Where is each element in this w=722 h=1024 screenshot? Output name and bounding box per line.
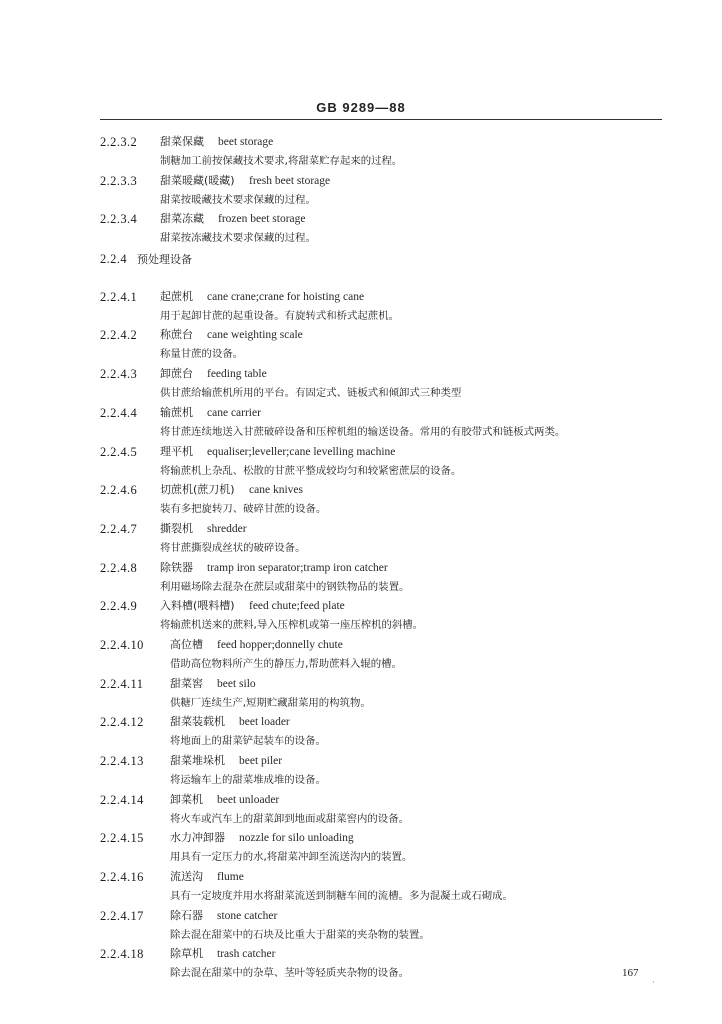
term-entry bbox=[0, 327, 722, 366]
english-term: beet piler bbox=[239, 755, 283, 767]
entry-number: 2.2.4.1 bbox=[100, 289, 138, 304]
english-term: trash catcher bbox=[217, 948, 276, 961]
chinese-term: 撕裂机 bbox=[160, 521, 193, 535]
english-term: feed hopper;donnelly chute bbox=[217, 638, 343, 651]
entry-number: 2.2.4.8 bbox=[100, 560, 138, 575]
section-title: 预处理设备 bbox=[137, 253, 192, 267]
entry-number: 2.2.3.2 bbox=[100, 135, 138, 149]
definition: 将输蔗机上杂乱、松散的甘蔗平整成较均匀和较紧密蔗层的设备。 bbox=[160, 464, 462, 477]
english-term: flume bbox=[217, 871, 244, 884]
entry-number: 2.2.3.3 bbox=[100, 173, 138, 188]
term-entry bbox=[0, 869, 722, 908]
term-entry bbox=[0, 676, 722, 715]
entry-number: 2.2.4.14 bbox=[100, 792, 144, 807]
chinese-term: 起蔗机 bbox=[160, 289, 193, 303]
definition: 将运输车上的甜菜堆成堆的设备。 bbox=[170, 774, 326, 786]
chinese-term: 流送沟 bbox=[170, 870, 203, 884]
definition: 将甘蔗撕裂成丝状的破碎设备。 bbox=[160, 541, 306, 554]
chinese-term: 卸菜机 bbox=[170, 792, 203, 806]
english-term: tramp iron separator;tramp iron catcher bbox=[207, 561, 388, 574]
chinese-term: 甜菜保藏 bbox=[160, 135, 204, 148]
term-entry bbox=[0, 211, 722, 250]
entry-number: 2.2.4.16 bbox=[100, 870, 144, 885]
term-entry bbox=[0, 598, 722, 637]
definition: 除去混在甜菜中的杂草、茎叶等轻质夹杂物的设备。 bbox=[170, 967, 409, 980]
entry-number: 2.2.4.3 bbox=[100, 367, 138, 382]
definition: 供甘蔗给输蔗机所用的平台。有固定式、链板式和倾卸式三种类型 bbox=[160, 387, 462, 400]
entry-number: 2.2.4.18 bbox=[100, 947, 144, 962]
definition: 除去混在甜菜中的石块及比重大于甜菜的夹杂物的装置。 bbox=[170, 928, 430, 941]
english-term: stone catcher bbox=[217, 909, 278, 922]
english-term: feeding table bbox=[207, 368, 267, 381]
entry-number: 2.2.4.12 bbox=[100, 715, 144, 730]
definition: 利用磁场除去混杂在蔗层或甜菜中的钢铁物品的装置。 bbox=[160, 580, 410, 593]
english-term: frozen beet storage bbox=[218, 213, 306, 226]
term-entry bbox=[0, 908, 722, 947]
section-heading-entry bbox=[0, 250, 722, 289]
chinese-term: 切蔗机(蔗刀机) bbox=[160, 483, 235, 497]
term-entry bbox=[0, 560, 722, 599]
term-entry bbox=[0, 366, 722, 405]
chinese-term: 除石器 bbox=[170, 908, 203, 922]
margin-mark: · bbox=[652, 978, 655, 988]
definition: 装有多把旋转刀、破碎甘蔗的设备。 bbox=[160, 503, 327, 516]
entry-number: 2.2.4.10 bbox=[100, 637, 144, 652]
english-term: nozzle for silo unloading bbox=[239, 832, 354, 845]
definition: 将火车或汽车上的甜菜卸到地面或甜菜窖内的设备。 bbox=[170, 812, 409, 825]
chinese-term: 甜菜窖 bbox=[170, 676, 203, 690]
term-entry bbox=[0, 521, 722, 560]
definition: 将甘蔗连续地送入甘蔗破碎设备和压榨机组的输送设备。常用的有胶带式和链板式两类。 bbox=[160, 425, 566, 438]
term-entry bbox=[0, 714, 722, 753]
entry-number: 2.2.4.9 bbox=[100, 599, 138, 614]
definition: 用于起卸甘蔗的起重设备。有旋转式和桥式起蔗机。 bbox=[160, 309, 399, 322]
term-entry bbox=[0, 637, 722, 676]
chinese-term: 高位槽 bbox=[170, 637, 203, 651]
english-term: fresh beet storage bbox=[249, 174, 331, 187]
term-entry bbox=[0, 946, 722, 985]
chinese-term: 水力冲卸器 bbox=[170, 831, 225, 845]
header-rule bbox=[100, 119, 662, 120]
definition: 制糖加工前按保藏技术要求,将甜菜贮存起来的过程。 bbox=[160, 155, 403, 167]
term-entry bbox=[0, 405, 722, 444]
definition: 甜菜按冻藏技术要求保藏的过程。 bbox=[160, 232, 316, 245]
english-term: feed chute;feed plate bbox=[249, 600, 345, 613]
chinese-term: 理平机 bbox=[160, 444, 193, 458]
section-number: 2.2.4 bbox=[100, 252, 127, 267]
chinese-term: 输蔗机 bbox=[160, 405, 193, 419]
definition: 借助高位物料所产生的静压力,帮助蔗料入辊的槽。 bbox=[170, 657, 402, 670]
term-entries bbox=[0, 134, 722, 985]
chinese-term: 甜菜堆垛机 bbox=[170, 754, 225, 767]
chinese-term: 甜菜冻藏 bbox=[160, 212, 204, 226]
english-term: beet loader bbox=[239, 716, 290, 729]
term-entry bbox=[0, 134, 722, 173]
entry-number: 2.2.4.11 bbox=[100, 676, 144, 691]
chinese-term: 卸蔗台 bbox=[160, 367, 193, 381]
term-entry bbox=[0, 444, 722, 483]
entry-number: 2.2.4.7 bbox=[100, 521, 138, 536]
english-term: beet unloader bbox=[217, 793, 280, 806]
entry-number: 2.2.4.5 bbox=[100, 444, 138, 459]
definition: 甜菜按暖藏技术要求保藏的过程。 bbox=[160, 193, 316, 206]
term-entry bbox=[0, 289, 722, 328]
section-heading bbox=[100, 250, 192, 268]
term-entry bbox=[0, 482, 722, 521]
definition: 称量甘蔗的设备。 bbox=[160, 348, 244, 361]
definition: 将输蔗机送来的蔗料,导入压榨机或第一座压榨机的斜槽。 bbox=[160, 619, 424, 632]
english-term: cane weighting scale bbox=[207, 329, 303, 342]
chinese-term: 甜菜装载机 bbox=[170, 715, 225, 729]
english-term: cane carrier bbox=[207, 406, 261, 419]
chinese-term: 称蔗台 bbox=[160, 328, 193, 342]
chinese-term: 除草机 bbox=[170, 947, 203, 961]
entry-number: 2.2.4.13 bbox=[100, 754, 144, 768]
english-term: equaliser;leveller;cane levelling machine bbox=[207, 445, 396, 458]
definition: 用具有一定压力的水,将甜菜冲卸至流送沟内的装置。 bbox=[170, 851, 413, 864]
term-entry bbox=[0, 753, 722, 792]
term-entry bbox=[0, 830, 722, 869]
term-entry bbox=[0, 173, 722, 212]
entry-number: 2.2.4.2 bbox=[100, 328, 138, 343]
term-entry bbox=[0, 792, 722, 831]
english-term: cane knives bbox=[249, 484, 303, 497]
standard-code: GB 9289—88 bbox=[316, 100, 406, 115]
entry-number: 2.2.4.15 bbox=[100, 831, 144, 846]
english-term: cane crane;crane for hoisting cane bbox=[207, 290, 365, 303]
entry-number: 2.2.4.17 bbox=[100, 908, 144, 923]
chinese-term: 除铁器 bbox=[160, 560, 193, 574]
english-term: beet silo bbox=[217, 677, 256, 690]
definition: 供糖厂连续生产,短期贮藏甜菜用的构筑物。 bbox=[170, 696, 371, 709]
page-number: 167 bbox=[622, 967, 639, 979]
chinese-term: 甜菜暖藏(暖藏) bbox=[160, 173, 235, 187]
definition: 具有一定坡度并用水将甜菜流送到制糖车间的流槽。多为混凝土或石砌成。 bbox=[170, 890, 513, 903]
chinese-term: 入料槽(喂料槽) bbox=[160, 599, 235, 613]
english-term: beet storage bbox=[218, 136, 274, 148]
definition: 将地面上的甜菜铲起装车的设备。 bbox=[170, 735, 326, 748]
english-term: shredder bbox=[207, 522, 247, 535]
entry-number: 2.2.4.4 bbox=[100, 405, 138, 420]
entry-number: 2.2.3.4 bbox=[100, 212, 138, 227]
entry-number: 2.2.4.6 bbox=[100, 483, 138, 498]
